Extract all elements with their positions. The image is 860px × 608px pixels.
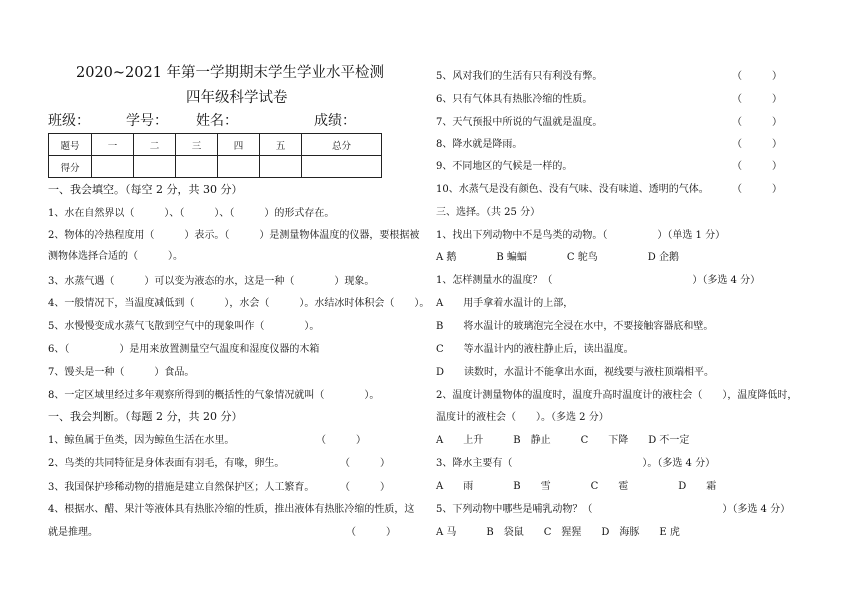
fill-question: 测物体选择合适的（ ）。 <box>48 251 183 262</box>
header-cell: 四 <box>218 134 260 156</box>
choice-question-continued: 温度计的液柱会（ ）。（多选 2 分） <box>436 412 609 423</box>
answer-blank[interactable]: （ ） <box>732 161 782 172</box>
judge-question: 2、鸟类的共同特征是身体表面有羽毛，有喙，卵生。 <box>48 458 285 469</box>
score-cell[interactable] <box>218 156 260 178</box>
choice-options: A 马 B 袋鼠 C 猩猩 D 海豚 E 虎 <box>436 527 680 538</box>
header-cell: 题号 <box>49 134 92 156</box>
judge-question: 5、风对我们的生活有只有利没有弊。 <box>436 71 603 82</box>
choice-option: D 读数时，水温计不能拿出水面，视线要与液柱顶端相平。 <box>436 367 715 378</box>
score-cell[interactable] <box>260 156 302 178</box>
answer-blank[interactable]: （ ） <box>732 184 782 195</box>
fill-question: 3、水蒸气遇（ ）可以变为液态的水，这是一种（ ）现象。 <box>48 276 375 287</box>
answer-blank[interactable]: （ ） <box>340 482 390 493</box>
choice-options: A 雨 B 雪 C 雹 D 霜 <box>436 481 717 492</box>
section-fill-heading: 一、我会填空。（每空 2 分，共 30 分） <box>48 183 243 196</box>
answer-blank[interactable]: （ ） <box>346 527 396 538</box>
score-cell[interactable] <box>176 156 218 178</box>
choice-question: 1、找出下列动物中不是鸟类的动物。（ ）（单选 1 分） <box>436 230 726 241</box>
header-cell: 三 <box>176 134 218 156</box>
section-choice-heading: 三、选择。（共 25 分） <box>436 207 541 218</box>
answer-blank[interactable]: （ ） <box>316 435 366 446</box>
score-cell[interactable] <box>92 156 134 178</box>
judge-question: 4、根据水、醋、果汁等液体具有热胀冷缩的性质，推出液体有热胀冷缩的性质，这 <box>48 504 415 515</box>
student-id-label: 学号： <box>126 113 168 129</box>
answer-blank[interactable]: （ ） <box>732 139 782 150</box>
header-cell: 一 <box>92 134 134 156</box>
judge-question: 9、不同地区的气候是一样的。 <box>436 161 573 172</box>
choice-option: C 等水温计内的液柱静止后，读出温度。 <box>436 344 634 355</box>
score-cell[interactable] <box>302 156 382 178</box>
score-table <box>48 133 382 178</box>
fill-question: 1、水在自然界以（ ）、（ ）、（ ）的形式存在。 <box>48 208 335 219</box>
section-judge-heading: 一、我会判断。（每题 2 分，共 20 分） <box>48 410 243 423</box>
fill-question: 5、水慢慢变成水蒸气飞散到空气中的现象叫作（ ）。 <box>48 321 320 332</box>
choice-option: A 用手拿着水温计的上部， <box>436 298 574 309</box>
choice-options: A 鹅 B 蝙蝠 C 鸵鸟 D 企鹅 <box>436 252 679 263</box>
answer-blank[interactable]: （ ） <box>340 458 390 469</box>
judge-question: 10、水蒸气是没有颜色、没有气味、没有味道、透明的气体。 <box>436 184 709 195</box>
score-cell[interactable] <box>134 156 176 178</box>
exam-title: 2020~2021 年第一学期期末学生学业水平检测 <box>76 65 385 81</box>
judge-question: 1、鲸鱼属于鱼类，因为鲸鱼生活在水里。 <box>48 435 235 446</box>
fill-question: 8、一定区域里经过多年观察所得到的概括性的气象情况就叫（ ）。 <box>48 390 380 401</box>
fill-question: 2、物体的冷热程度用（ ）表示。（ ）是测量物体温度的仪器，要根据被 <box>48 230 420 241</box>
judge-question: 3、我国保护珍稀动物的措施是建立自然保护区；人工繁育。 <box>48 482 315 493</box>
answer-blank[interactable]: （ ） <box>732 94 782 105</box>
name-label: 姓名： <box>196 113 238 129</box>
score-row-label: 得分 <box>49 156 92 178</box>
choice-question: 5、下列动物中哪些是哺乳动物？（ ）（多选 4 分） <box>436 504 791 515</box>
choice-option: B 将水温计的玻璃泡完全浸在水中，不要接触容器底和壁。 <box>436 321 714 332</box>
header-cell: 二 <box>134 134 176 156</box>
judge-question-continued: 就是推理。 <box>48 527 98 538</box>
fill-question: 7、馒头是一种（ ）食品。 <box>48 367 195 378</box>
answer-blank[interactable]: （ ） <box>732 117 782 128</box>
score-table-score-row <box>49 156 382 178</box>
score-table-header-row <box>49 134 382 156</box>
answer-blank[interactable]: （ ） <box>732 71 782 82</box>
choice-options: A 上升 B 静止 C 下降 D 不一定 <box>436 435 690 446</box>
judge-question: 8、降水就是降雨。 <box>436 139 523 150</box>
exam-subtitle: 四年级科学试卷 <box>186 90 288 106</box>
class-label: 班级： <box>48 113 90 129</box>
score-label: 成绩： <box>314 113 356 129</box>
choice-question: 3、降水主要有（ ）。（多选 4 分） <box>436 458 716 469</box>
judge-question: 6、只有气体具有热胀冷缩的性质。 <box>436 94 593 105</box>
judge-question: 7、天气预报中所说的气温就是温度。 <box>436 117 603 128</box>
choice-question: 2、温度计测量物体的温度时，温度升高时温度计的液柱会（ ），温度降低时， <box>436 390 798 401</box>
fill-question: 4、一般情况下，当温度减低到（ ），水会（ ）。水结冰时体积会（ ）。 <box>48 298 430 309</box>
header-cell: 五 <box>260 134 302 156</box>
header-cell: 总分 <box>302 134 382 156</box>
choice-question: 1、怎样测量水的温度？（ ）（多选 4 分） <box>436 275 761 286</box>
fill-question: 6、（ ）是用来放置测量空气温度和湿度仪器的木箱 <box>48 344 320 355</box>
